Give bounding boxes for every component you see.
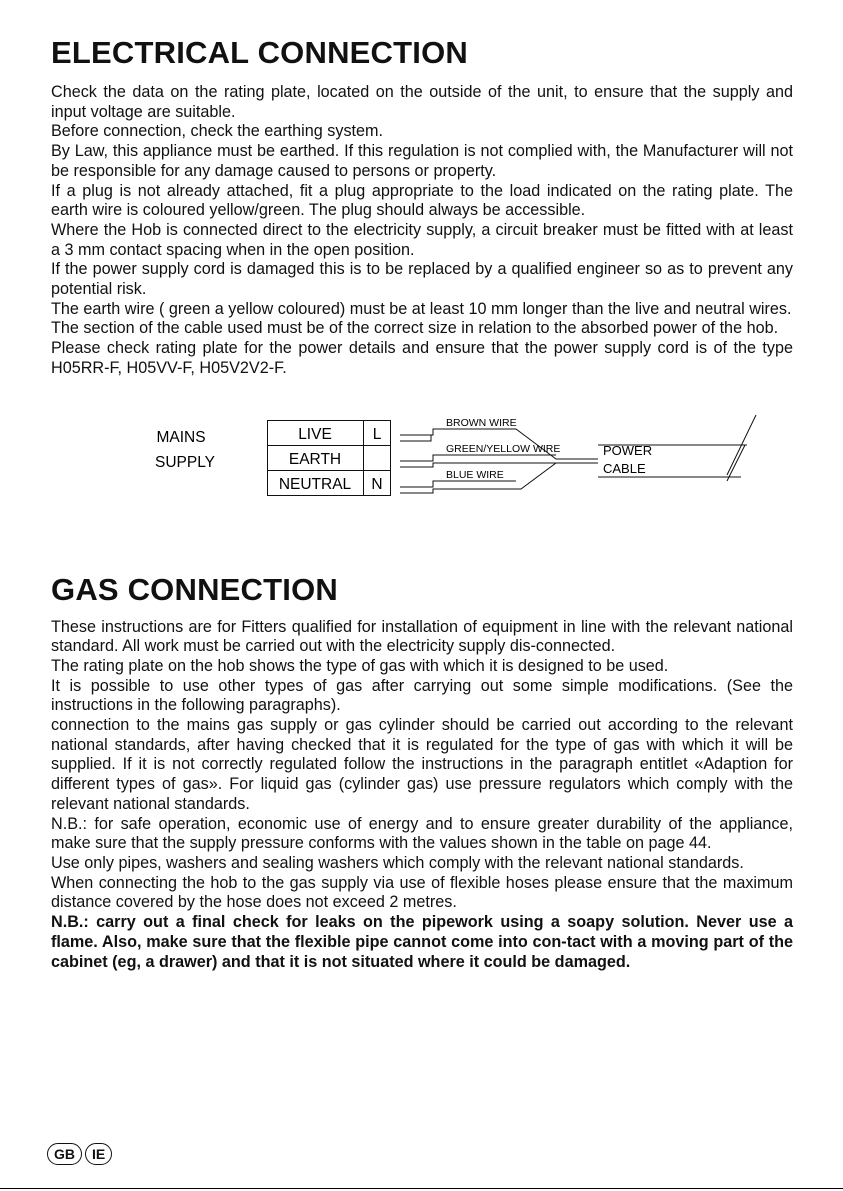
cable-break-mark <box>727 415 756 481</box>
paragraph: Please check rating plate for the power details and ensure that the power supply cord is of the type H05RR-F, H05VV-F, H05V2V2-F. <box>51 339 793 377</box>
paragraph: Before connection, check the earthing system. <box>51 122 384 141</box>
paragraph: It is possible to use other types of gas after carrying out some simple modifications. (See the instructions in the following paragraphs). <box>51 676 793 715</box>
green-yellow-wire-label: GREEN/YELLOW WIRE <box>446 442 561 455</box>
language-badge-gb: GB <box>47 1143 82 1165</box>
wiring-diagram <box>51 415 793 565</box>
live-code: L <box>372 425 382 443</box>
live-label: LIVE <box>298 425 332 443</box>
bottom-rule <box>0 1188 843 1189</box>
paragraph: These instructions are for Fitters qualified for installation of equipment in line with the relevant national standard. All work must be carried out with the electricity supply dis-connected. <box>51 617 793 656</box>
brown-wire-label: BROWN WIRE <box>446 416 517 429</box>
paragraph: When connecting the hob to the gas supply via use of flexible hoses please ensure that the maximum distance covered by the hose does not exceed 2 metres. <box>51 873 793 912</box>
paragraph: If the power supply cord is damaged this is to be replaced by a qualified engineer so as to prevent any potential risk. <box>51 260 793 299</box>
paragraph: N.B.: for safe operation, economic use of energy and to ensure greater durability of the appliance, make sure that the supply pressure conforms with the values shown in the table on page 44. <box>51 814 793 853</box>
paragraph: connection to the mains gas supply or gas cylinder should be carried out according to the relevant national standards, after having checked that it is regulated for the type of gas with which it will be supplied. If it is not correctly regulated follow the instructions in the paragraph entitlet «Adaption for different types of gas». For liquid gas (cylinder gas) use pressure regulators which comply with the relevant national standards. <box>51 716 793 813</box>
paragraph: The earth wire ( green a yellow coloured) must be at least 10 mm longer than the live and neutral wires. <box>51 299 792 318</box>
paragraph: Check the data on the rating plate, located on the outside of the unit, to ensure that the supply and input voltage are suitable. <box>51 83 793 121</box>
paragraph: Where the Hob is connected direct to the electricity supply, a circuit breaker must be fitted with at least a 3 mm contact spacing when in the open position. <box>51 220 793 259</box>
mains-label: MAINS <box>156 428 206 446</box>
earth-label: EARTH <box>288 450 342 468</box>
electrical-connection-heading: ELECTRICAL CONNECTION <box>51 35 468 70</box>
power-cable-label-1: POWER <box>603 442 653 458</box>
paragraph: The section of the cable used must be of the correct size in relation to the absorbed power of the hob. <box>51 319 779 338</box>
gas-connection-text <box>51 618 793 973</box>
power-cable-label-2: CABLE <box>603 460 646 476</box>
wiring-diagram-svg <box>51 415 793 565</box>
paragraph: The rating plate on the hob shows the type of gas with which it is designed to be used. <box>51 656 669 675</box>
electrical-connection-text <box>51 83 793 379</box>
blue-wire-label: BLUE WIRE <box>446 468 504 481</box>
paragraph: If a plug is not already attached, fit a plug appropriate to the load indicated on the rating plate. The earth wire is coloured yellow/green. The plug should always be accessible. <box>51 181 793 220</box>
language-badges <box>47 1143 112 1165</box>
gas-connection-heading: GAS CONNECTION <box>51 571 338 607</box>
paragraph: Use only pipes, washers and sealing washers which comply with the relevant national standards. <box>51 853 744 872</box>
brown-wire-tip <box>400 435 431 441</box>
green-yellow-wire-tip <box>400 463 556 467</box>
neutral-label: NEUTRAL <box>278 475 352 493</box>
page <box>51 34 793 972</box>
language-badge-ie: IE <box>85 1143 112 1165</box>
neutral-code: N <box>371 475 383 493</box>
leak-check-warning: N.B.: carry out a final check for leaks on the pipework using a soapy solution. Never use a flame. Also, make sure that the flexible pipe cannot come into con-tact with a moving part of the cabinet (eg, a drawer) and that it is not situated where it could be damaged. <box>51 913 793 971</box>
green-yellow-wire-outline <box>400 455 556 461</box>
supply-label: SUPPLY <box>154 453 216 471</box>
paragraph: By Law, this appliance must be earthed. If this regulation is not complied with, the Manufacturer will not be responsible for any damage caused to persons or property. <box>51 142 793 180</box>
blue-wire-outline <box>400 481 516 487</box>
